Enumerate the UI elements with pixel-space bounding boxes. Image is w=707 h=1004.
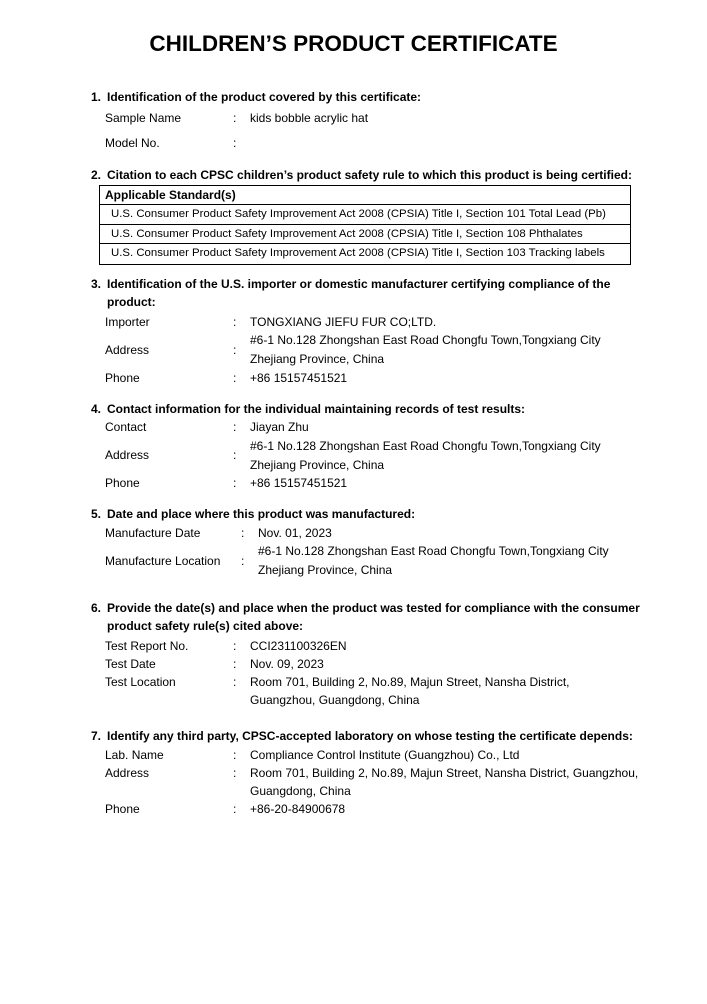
importer-label: Importer	[105, 315, 150, 329]
section-number: 4.	[91, 402, 102, 416]
section-title: Identification of the product covered by this certificate:	[107, 90, 422, 104]
section-number: 3.	[91, 277, 102, 291]
test-date-label: Test Date	[105, 657, 156, 671]
colon: :	[233, 657, 237, 671]
section-4-heading	[91, 400, 525, 418]
address-line-2: Guangdong, China	[250, 784, 351, 798]
test-date-value: Nov. 09, 2023	[250, 657, 324, 671]
manufacture-location-line-1: #6-1 No.128 Zhongshan East Road Chongfu Town,Tongxiang City	[258, 544, 609, 558]
section-title: Contact information for the individual maintaining records of test results:	[107, 402, 526, 416]
section-title: Provide the date(s) and place when the product was tested for compliance with the consumer	[107, 601, 640, 615]
section-5-heading	[91, 505, 415, 523]
standards-table-row: U.S. Consumer Product Safety Improvement Act 2008 (CPSIA) Title I, Section 108 Phthalates	[100, 225, 630, 245]
section-3-heading	[91, 275, 610, 311]
standards-table-row: U.S. Consumer Product Safety Improvement Act 2008 (CPSIA) Title I, Section 101 Total Lead (Pb)	[100, 205, 630, 225]
manufacture-location-label: Manufacture Location	[105, 554, 221, 568]
address-line-1: Room 701, Building 2, No.89, Majun Street, Nansha District, Guangzhou,	[250, 766, 639, 780]
colon: :	[233, 766, 237, 780]
section-title: Identification of the U.S. importer or domestic manufacturer certifying compliance of the	[107, 277, 611, 291]
address-label: Address	[105, 448, 150, 462]
certificate-title: CHILDREN’S PRODUCT CERTIFICATE	[149, 31, 558, 56]
model-no-label: Model No.	[105, 136, 160, 150]
section-7-heading	[91, 727, 633, 745]
section-number: 6.	[91, 601, 102, 615]
phone-value: +86 15157451521	[250, 476, 348, 490]
colon: :	[233, 111, 237, 125]
colon: :	[241, 526, 245, 540]
colon: :	[233, 448, 237, 462]
phone-value: +86 15157451521	[250, 371, 348, 385]
test-report-value: CCI231100326EN	[250, 639, 347, 653]
test-location-line-1: Room 701, Building 2, No.89, Majun Street, Nansha District,	[250, 675, 570, 689]
section-title: Identify any third party, CPSC-accepted laboratory on whose testing the certificate depends:	[107, 729, 633, 743]
colon: :	[233, 371, 237, 385]
address-line-2: Zhejiang Province, China	[250, 352, 385, 366]
colon: :	[233, 343, 237, 357]
colon: :	[233, 675, 237, 689]
test-location-line-2: Guangzhou, Guangdong, China	[250, 693, 420, 707]
section-6-heading	[91, 599, 640, 635]
colon: :	[233, 420, 237, 434]
standards-table-row: U.S. Consumer Product Safety Improvement Act 2008 (CPSIA) Title I, Section 103 Tracking labels	[111, 247, 605, 259]
contact-label: Contact	[105, 420, 147, 434]
address-line-1: #6-1 No.128 Zhongshan East Road Chongfu Town,Tongxiang City	[250, 439, 601, 453]
colon: :	[233, 639, 237, 653]
test-report-label: Test Report No.	[105, 639, 189, 653]
lab-name-value: Compliance Control Institute (Guangzhou) Co., Ltd	[250, 748, 520, 762]
manufacture-date-label: Manufacture Date	[105, 526, 201, 540]
section-title: Citation to each CPSC children’s product safety rule to which this product is being certified:	[107, 168, 632, 182]
sample-name-value: kids bobble acrylic hat	[250, 111, 369, 125]
colon: :	[233, 748, 237, 762]
test-location-label: Test Location	[105, 675, 176, 689]
section-number: 7.	[91, 729, 102, 743]
contact-value: Jiayan Zhu	[250, 420, 309, 434]
address-line-1: #6-1 No.128 Zhongshan East Road Chongfu Town,Tongxiang City	[250, 333, 601, 347]
standards-table-header: Applicable Standard(s)	[100, 186, 630, 205]
phone-label: Phone	[105, 476, 140, 490]
colon: :	[233, 315, 237, 329]
importer-value: TONGXIANG JIEFU FUR CO;LTD.	[250, 315, 437, 329]
section-2-heading	[91, 166, 632, 184]
manufacture-location-line-2: Zhejiang Province, China	[258, 563, 393, 577]
lab-name-label: Lab. Name	[105, 748, 164, 762]
phone-value: +86-20-84900678	[250, 802, 346, 816]
phone-label: Phone	[105, 802, 140, 816]
section-1-heading	[91, 88, 421, 106]
section-title-continued: product:	[107, 295, 156, 309]
address-label: Address	[105, 766, 150, 780]
colon: :	[241, 554, 245, 568]
sample-name-label: Sample Name	[105, 111, 182, 125]
phone-label: Phone	[105, 371, 140, 385]
standards-table	[99, 185, 631, 265]
colon: :	[233, 136, 237, 150]
manufacture-date-value: Nov. 01, 2023	[258, 526, 332, 540]
section-number: 5.	[91, 507, 102, 521]
section-title-continued: product safety rule(s) cited above:	[107, 619, 304, 633]
colon: :	[233, 476, 237, 490]
section-number: 1.	[91, 90, 102, 104]
address-line-2: Zhejiang Province, China	[250, 458, 385, 472]
section-title: Date and place where this product was manufactured:	[107, 507, 416, 521]
address-label: Address	[105, 343, 150, 357]
colon: :	[233, 802, 237, 816]
section-number: 2.	[91, 168, 102, 182]
